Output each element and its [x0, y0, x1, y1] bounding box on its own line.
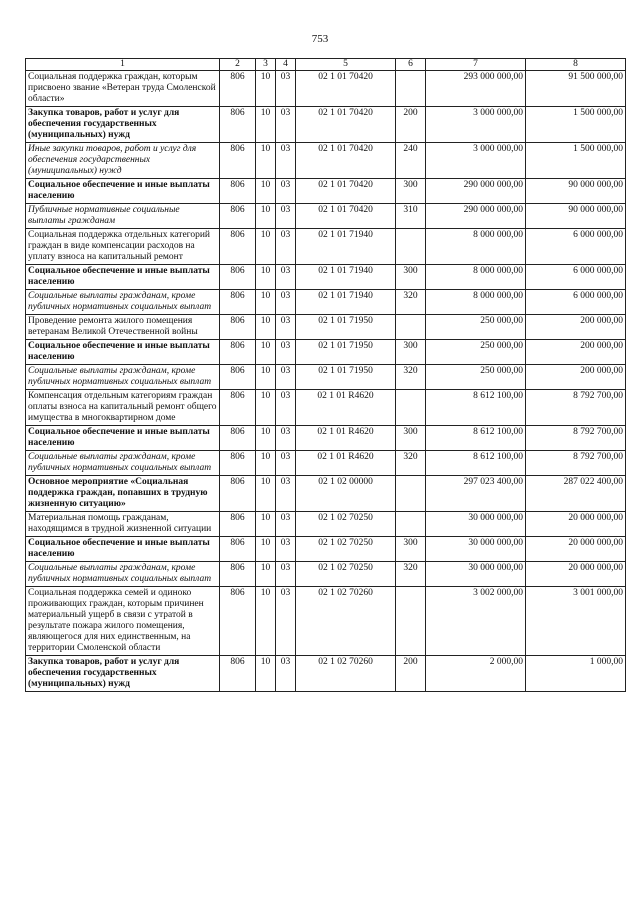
- row-value-cell: 02 1 02 70250: [296, 537, 396, 562]
- row-value-cell: 03: [276, 179, 296, 204]
- row-value-cell: 03: [276, 143, 296, 179]
- row-value-cell: 806: [220, 426, 256, 451]
- table-row: [26, 229, 626, 265]
- table-row: [26, 537, 626, 562]
- row-value-cell: 02 1 01 70420: [296, 179, 396, 204]
- row-value-cell: 320: [396, 290, 426, 315]
- row-value-cell: 03: [276, 390, 296, 426]
- row-value-cell: 10: [256, 340, 276, 365]
- row-name-cell: Социальная поддержка граждан, которым присвоено звание «Ветеран труда Смоленской области»: [26, 71, 220, 107]
- row-value-cell: 02 1 02 00000: [296, 476, 396, 512]
- row-value-cell: 02 1 01 R4620: [296, 451, 396, 476]
- row-value-cell: 10: [256, 143, 276, 179]
- row-value-cell: 806: [220, 315, 256, 340]
- row-value-cell: 2 000,00: [426, 656, 526, 692]
- row-value-cell: 3 000 000,00: [426, 107, 526, 143]
- row-value-cell: 20 000 000,00: [526, 562, 626, 587]
- row-value-cell: 90 000 000,00: [526, 204, 626, 229]
- table-row: [26, 143, 626, 179]
- row-value-cell: 310: [396, 204, 426, 229]
- row-value-cell: 806: [220, 179, 256, 204]
- column-header: 2: [220, 59, 256, 71]
- row-value-cell: 02 1 01 71940: [296, 265, 396, 290]
- row-value-cell: 10: [256, 587, 276, 656]
- table-body: [26, 71, 626, 692]
- row-value-cell: 320: [396, 451, 426, 476]
- row-value-cell: 90 000 000,00: [526, 179, 626, 204]
- row-value-cell: 02 1 01 71950: [296, 340, 396, 365]
- row-value-cell: 300: [396, 537, 426, 562]
- row-value-cell: 200: [396, 107, 426, 143]
- row-value-cell: 10: [256, 656, 276, 692]
- row-value-cell: 287 022 400,00: [526, 476, 626, 512]
- row-value-cell: 03: [276, 562, 296, 587]
- column-header: 3: [256, 59, 276, 71]
- table-row: [26, 587, 626, 656]
- row-value-cell: 03: [276, 656, 296, 692]
- row-value-cell: 91 500 000,00: [526, 71, 626, 107]
- row-value-cell: 03: [276, 426, 296, 451]
- row-value-cell: 02 1 02 70250: [296, 512, 396, 537]
- table-row: [26, 390, 626, 426]
- row-value-cell: 03: [276, 476, 296, 512]
- table-row: [26, 365, 626, 390]
- row-value-cell: 8 792 700,00: [526, 426, 626, 451]
- row-value-cell: 806: [220, 265, 256, 290]
- row-value-cell: 806: [220, 562, 256, 587]
- row-value-cell: 03: [276, 512, 296, 537]
- table-row: [26, 71, 626, 107]
- row-value-cell: 10: [256, 229, 276, 265]
- row-value-cell: 10: [256, 204, 276, 229]
- row-name-cell: Социальные выплаты гражданам, кроме публичных нормативных социальных выплат: [26, 562, 220, 587]
- row-value-cell: 297 023 400,00: [426, 476, 526, 512]
- row-value-cell: 8 612 100,00: [426, 426, 526, 451]
- row-name-cell: Проведение ремонта жилого помещения ветеранам Великой Отечественной войны: [26, 315, 220, 340]
- row-value-cell: 10: [256, 265, 276, 290]
- row-name-cell: Закупка товаров, работ и услуг для обеспечения государственных (муниципальных) нужд: [26, 107, 220, 143]
- row-value-cell: 300: [396, 340, 426, 365]
- row-value-cell: [396, 315, 426, 340]
- row-value-cell: 250 000,00: [426, 315, 526, 340]
- table-row: [26, 562, 626, 587]
- row-value-cell: 300: [396, 426, 426, 451]
- row-value-cell: 200 000,00: [526, 340, 626, 365]
- row-value-cell: 10: [256, 476, 276, 512]
- row-name-cell: Социальные выплаты гражданам, кроме публичных нормативных социальных выплат: [26, 451, 220, 476]
- row-value-cell: 806: [220, 204, 256, 229]
- row-value-cell: [396, 229, 426, 265]
- row-value-cell: 10: [256, 512, 276, 537]
- row-value-cell: [396, 476, 426, 512]
- column-header: 8: [526, 59, 626, 71]
- row-value-cell: 806: [220, 451, 256, 476]
- row-value-cell: 250 000,00: [426, 340, 526, 365]
- row-value-cell: 02 1 01 70420: [296, 71, 396, 107]
- row-value-cell: 806: [220, 512, 256, 537]
- row-value-cell: 02 1 01 70420: [296, 107, 396, 143]
- row-value-cell: 8 000 000,00: [426, 265, 526, 290]
- row-value-cell: 8 000 000,00: [426, 290, 526, 315]
- table-row: [26, 451, 626, 476]
- row-value-cell: 8 792 700,00: [526, 451, 626, 476]
- row-value-cell: 806: [220, 229, 256, 265]
- row-value-cell: 806: [220, 656, 256, 692]
- page-number: 753: [311, 33, 329, 45]
- table-row: [26, 340, 626, 365]
- row-value-cell: 02 1 01 70420: [296, 204, 396, 229]
- row-value-cell: 300: [396, 265, 426, 290]
- row-name-cell: Закупка товаров, работ и услуг для обеспечения государственных (муниципальных) нужд: [26, 656, 220, 692]
- row-value-cell: 6 000 000,00: [526, 290, 626, 315]
- row-value-cell: 03: [276, 451, 296, 476]
- row-value-cell: 02 1 01 71950: [296, 365, 396, 390]
- row-value-cell: 10: [256, 71, 276, 107]
- row-value-cell: 320: [396, 365, 426, 390]
- row-value-cell: 02 1 02 70250: [296, 562, 396, 587]
- row-value-cell: 30 000 000,00: [426, 512, 526, 537]
- row-value-cell: 200: [396, 656, 426, 692]
- row-value-cell: 806: [220, 365, 256, 390]
- row-name-cell: Социальная поддержка семей и одиноко проживающих граждан, которым причинен материальный ущерб в связи с утратой в результате пожара жилого помещения, являющегося для них единственным, на территории Смоленской области: [26, 587, 220, 656]
- column-header: 7: [426, 59, 526, 71]
- table-row: [26, 476, 626, 512]
- row-value-cell: 250 000,00: [426, 365, 526, 390]
- row-value-cell: 02 1 01 71940: [296, 229, 396, 265]
- table-row: [26, 315, 626, 340]
- row-value-cell: 03: [276, 315, 296, 340]
- row-name-cell: Социальное обеспечение и иные выплаты населению: [26, 265, 220, 290]
- row-value-cell: 806: [220, 537, 256, 562]
- row-value-cell: 02 1 01 R4620: [296, 426, 396, 451]
- row-value-cell: 02 1 01 70420: [296, 143, 396, 179]
- row-name-cell: Социальное обеспечение и иные выплаты населению: [26, 340, 220, 365]
- row-value-cell: [396, 587, 426, 656]
- row-value-cell: 806: [220, 71, 256, 107]
- row-name-cell: Иные закупки товаров, работ и услуг для обеспечения государственных (муниципальных) нужд: [26, 143, 220, 179]
- table-row: [26, 512, 626, 537]
- row-value-cell: 8 000 000,00: [426, 229, 526, 265]
- row-value-cell: 02 1 01 71950: [296, 315, 396, 340]
- row-value-cell: 03: [276, 365, 296, 390]
- row-value-cell: 03: [276, 587, 296, 656]
- row-value-cell: 240: [396, 143, 426, 179]
- column-header: 4: [276, 59, 296, 71]
- row-name-cell: Социальные выплаты гражданам, кроме публичных нормативных социальных выплат: [26, 365, 220, 390]
- row-value-cell: 806: [220, 107, 256, 143]
- row-value-cell: 1 000,00: [526, 656, 626, 692]
- row-value-cell: 10: [256, 365, 276, 390]
- row-value-cell: 02 1 01 71940: [296, 290, 396, 315]
- row-name-cell: Социальное обеспечение и иные выплаты населению: [26, 426, 220, 451]
- row-value-cell: 806: [220, 390, 256, 426]
- row-value-cell: 10: [256, 315, 276, 340]
- row-value-cell: 1 500 000,00: [526, 107, 626, 143]
- row-value-cell: 10: [256, 426, 276, 451]
- row-value-cell: 10: [256, 451, 276, 476]
- row-value-cell: 20 000 000,00: [526, 512, 626, 537]
- table-row: [26, 204, 626, 229]
- row-name-cell: Социальные выплаты гражданам, кроме публичных нормативных социальных выплат: [26, 290, 220, 315]
- table-row: [26, 265, 626, 290]
- row-value-cell: 10: [256, 179, 276, 204]
- row-value-cell: 10: [256, 537, 276, 562]
- row-value-cell: 03: [276, 537, 296, 562]
- row-value-cell: [396, 512, 426, 537]
- column-header: 5: [296, 59, 396, 71]
- row-value-cell: 02 1 01 R4620: [296, 390, 396, 426]
- row-name-cell: Публичные нормативные социальные выплаты гражданам: [26, 204, 220, 229]
- row-value-cell: 320: [396, 562, 426, 587]
- table-row: [26, 290, 626, 315]
- row-value-cell: 03: [276, 340, 296, 365]
- row-value-cell: 806: [220, 587, 256, 656]
- row-value-cell: [396, 390, 426, 426]
- row-value-cell: 02 1 02 70260: [296, 587, 396, 656]
- row-value-cell: 03: [276, 107, 296, 143]
- column-header: 6: [396, 59, 426, 71]
- row-value-cell: 6 000 000,00: [526, 265, 626, 290]
- row-value-cell: 300: [396, 179, 426, 204]
- row-name-cell: Материальная помощь гражданам, находящимся в трудной жизненной ситуации: [26, 512, 220, 537]
- row-value-cell: 10: [256, 390, 276, 426]
- row-value-cell: [396, 71, 426, 107]
- row-value-cell: 03: [276, 290, 296, 315]
- table-row: [26, 426, 626, 451]
- row-value-cell: 20 000 000,00: [526, 537, 626, 562]
- row-value-cell: 806: [220, 340, 256, 365]
- row-value-cell: 8 612 100,00: [426, 390, 526, 426]
- row-value-cell: 03: [276, 71, 296, 107]
- header-row: [26, 59, 626, 71]
- table-row: [26, 107, 626, 143]
- row-value-cell: 200 000,00: [526, 315, 626, 340]
- row-value-cell: 3 002 000,00: [426, 587, 526, 656]
- row-value-cell: 8 612 100,00: [426, 451, 526, 476]
- row-value-cell: 03: [276, 265, 296, 290]
- row-value-cell: 10: [256, 562, 276, 587]
- row-value-cell: 200 000,00: [526, 365, 626, 390]
- row-value-cell: 10: [256, 290, 276, 315]
- row-value-cell: 03: [276, 229, 296, 265]
- budget-table: [25, 58, 626, 692]
- row-value-cell: 3 000 000,00: [426, 143, 526, 179]
- row-value-cell: 02 1 02 70260: [296, 656, 396, 692]
- row-value-cell: 806: [220, 143, 256, 179]
- row-name-cell: Компенсация отдельным категориям граждан оплаты взноса на капитальный ремонт общего имущества в многоквартирном доме: [26, 390, 220, 426]
- row-value-cell: 1 500 000,00: [526, 143, 626, 179]
- row-value-cell: 806: [220, 290, 256, 315]
- row-value-cell: 8 792 700,00: [526, 390, 626, 426]
- table-row: [26, 656, 626, 692]
- row-value-cell: 6 000 000,00: [526, 229, 626, 265]
- row-value-cell: 30 000 000,00: [426, 537, 526, 562]
- row-name-cell: Основное мероприятие «Социальная поддержка граждан, попавших в трудную жизненную ситуацию»: [26, 476, 220, 512]
- table-row: [26, 179, 626, 204]
- row-value-cell: 30 000 000,00: [426, 562, 526, 587]
- column-header: 1: [26, 59, 220, 71]
- row-value-cell: 290 000 000,00: [426, 179, 526, 204]
- row-value-cell: 3 001 000,00: [526, 587, 626, 656]
- row-name-cell: Социальная поддержка отдельных категорий граждан в виде компенсации расходов на уплату взноса на капитальный ремонт: [26, 229, 220, 265]
- row-value-cell: 10: [256, 107, 276, 143]
- row-value-cell: 806: [220, 476, 256, 512]
- row-name-cell: Социальное обеспечение и иные выплаты населению: [26, 179, 220, 204]
- row-value-cell: 03: [276, 204, 296, 229]
- row-value-cell: 290 000 000,00: [426, 204, 526, 229]
- row-name-cell: Социальное обеспечение и иные выплаты населению: [26, 537, 220, 562]
- row-value-cell: 293 000 000,00: [426, 71, 526, 107]
